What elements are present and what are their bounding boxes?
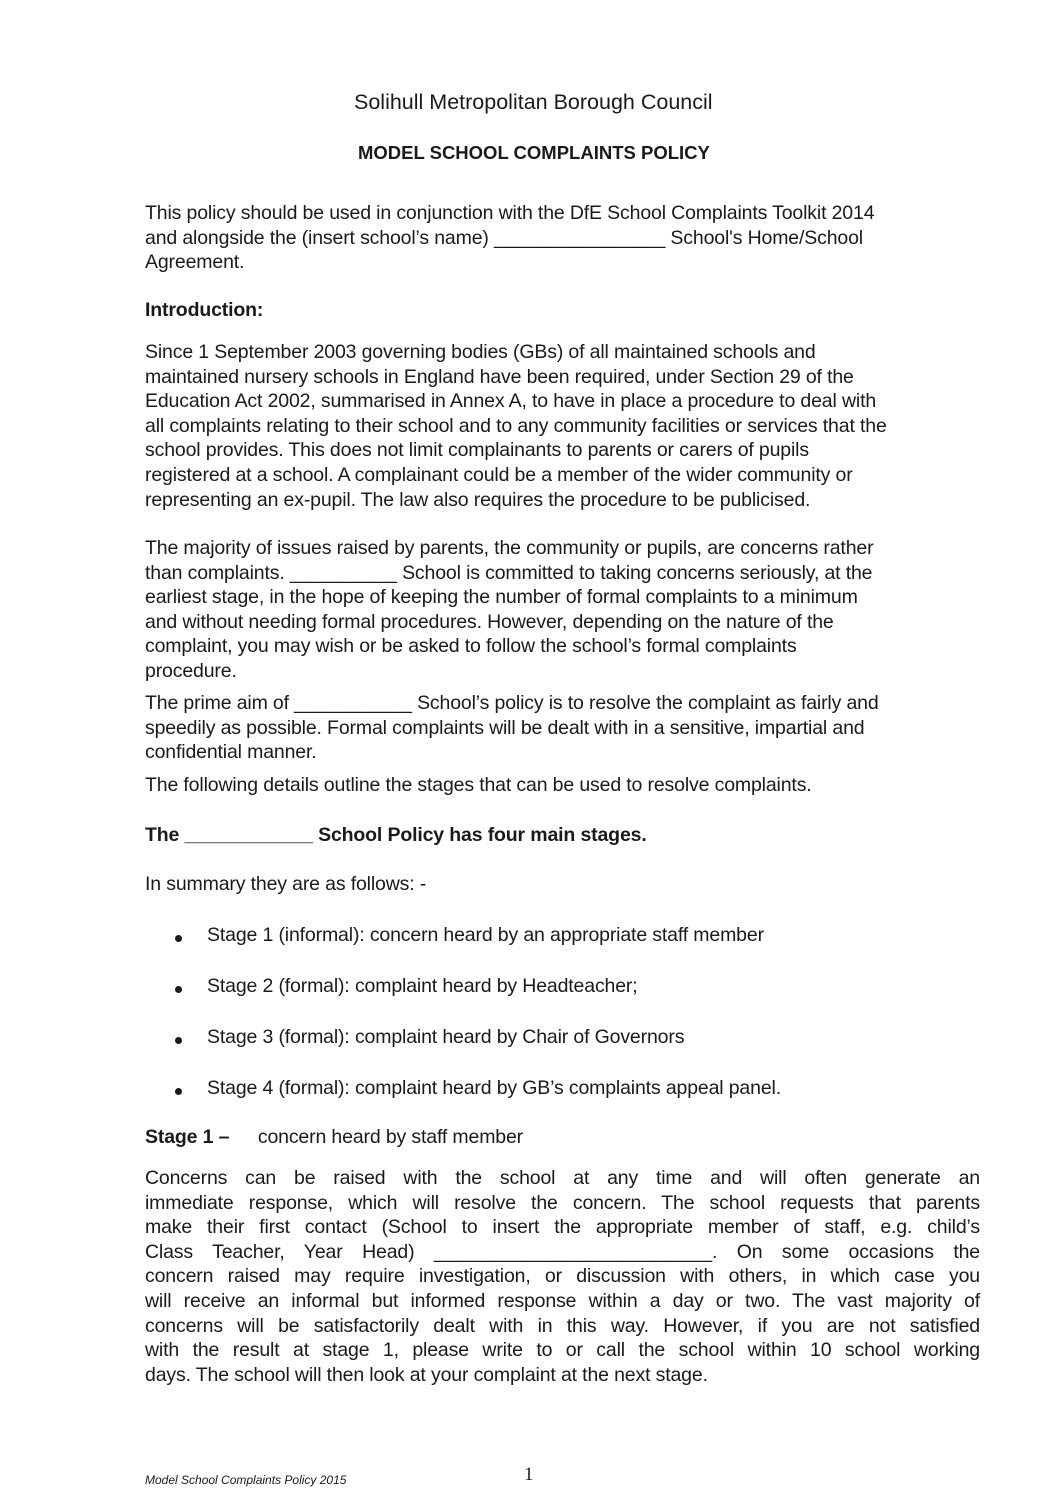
text-line: immediate response, which will resolve the concern. The school requests that parents	[145, 1191, 980, 1214]
text-line: speedily as possible. Formal complaints will be dealt with in a sensitive, impartial and	[145, 716, 865, 739]
stage1-paragraph	[145, 1166, 980, 1387]
stages-heading: The ____________ School Policy has four main stages.	[145, 824, 647, 846]
document-title: MODEL SCHOOL COMPLAINTS POLICY	[358, 142, 710, 163]
stage1-heading-text: concern heard by staff member	[257, 1126, 524, 1148]
footer-document-name: Model School Complaints Policy 2015	[145, 1473, 347, 1487]
text-line: procedure.	[145, 659, 237, 682]
text-line: will receive an informal but informed response within a day or two. The vast majority of	[145, 1289, 980, 1312]
text-line: make their first contact (School to insert the appropriate member of staff, e.g. child’s	[145, 1216, 980, 1239]
text-line: school provides. This does not limit complainants to parents or carers of pupils	[145, 439, 809, 462]
text-line: than complaints. __________ School is committed to taking concerns seriously, at the	[145, 561, 873, 584]
stage1-heading	[145, 1125, 523, 1150]
intro-paragraph	[145, 201, 980, 275]
introduction-paragraph-2	[145, 536, 980, 684]
text-line: Class Teacher, Year Head) __________________________. On some occasions the	[145, 1240, 980, 1263]
list-item: Stage 1 (informal): concern heard by an appropriate staff member	[207, 924, 764, 946]
list-item: Stage 2 (formal): complaint heard by Headteacher;	[207, 975, 638, 997]
bullet-icon	[175, 986, 182, 993]
text-line: all complaints relating to their school and to any community facilities or services that the	[145, 414, 887, 437]
bullet-icon	[175, 1088, 182, 1095]
bullet-icon	[175, 935, 182, 942]
stage1-heading-label: Stage 1 –	[145, 1126, 230, 1148]
text-line: and without needing formal procedures. However, depending on the nature of the	[145, 610, 834, 633]
text-line: Concerns can be raised with the school at any time and will often generate an	[145, 1167, 980, 1189]
council-name: Solihull Metropolitan Borough Council	[354, 90, 713, 114]
text-line: Education Act 2002, summarised in Annex A, to have in place a procedure to deal with	[145, 390, 877, 413]
text-line: confidential manner.	[145, 741, 317, 764]
text-line: Agreement.	[145, 251, 245, 274]
text-line: complaint, you may wish or be asked to follow the school’s formal complaints	[145, 635, 797, 658]
page-number: 1	[524, 1464, 534, 1485]
text-line: The majority of issues raised by parents, the community or pupils, are concerns rather	[145, 537, 874, 559]
introduction-paragraph-3	[145, 691, 980, 765]
text-line: maintained nursery schools in England have been required, under Section 29 of the	[145, 365, 854, 388]
list-item: Stage 3 (formal): complaint heard by Chair of Governors	[207, 1026, 685, 1048]
text-line: concern raised may require investigation, or discussion with others, in which case you	[145, 1265, 980, 1288]
stages-summary: In summary they are as follows: -	[145, 873, 427, 895]
text-line: concerns will be satisfactorily dealt with in this way. However, if you are not satisfied	[145, 1314, 980, 1337]
text-line: days. The school will then look at your complaint at the next stage.	[145, 1363, 708, 1386]
list-item: Stage 4 (formal): complaint heard by GB’s complaints appeal panel.	[207, 1077, 781, 1099]
text-line: The prime aim of ___________ School’s policy is to resolve the complaint as fairly and	[145, 692, 879, 714]
introduction-heading: Introduction:	[145, 299, 264, 321]
text-line: and alongside the (insert school’s name) ________________ School's Home/School	[145, 226, 863, 249]
text-line: This policy should be used in conjunction with the DfE School Complaints Toolkit 2014	[145, 202, 875, 224]
introduction-paragraph-4: The following details outline the stages that can be used to resolve complaints.	[145, 774, 812, 796]
text-line: registered at a school. A complainant could be a member of the wider community or	[145, 463, 853, 486]
text-line: with the result at stage 1, please write to or call the school within 10 school working	[145, 1339, 980, 1362]
text-line: representing an ex-pupil. The law also requires the procedure to be publicised.	[145, 488, 811, 511]
introduction-paragraph-1	[145, 340, 980, 512]
text-line: Since 1 September 2003 governing bodies (GBs) of all maintained schools and	[145, 341, 816, 363]
text-line: earliest stage, in the hope of keeping the number of formal complaints to a minimum	[145, 586, 858, 609]
bullet-icon	[175, 1037, 182, 1044]
